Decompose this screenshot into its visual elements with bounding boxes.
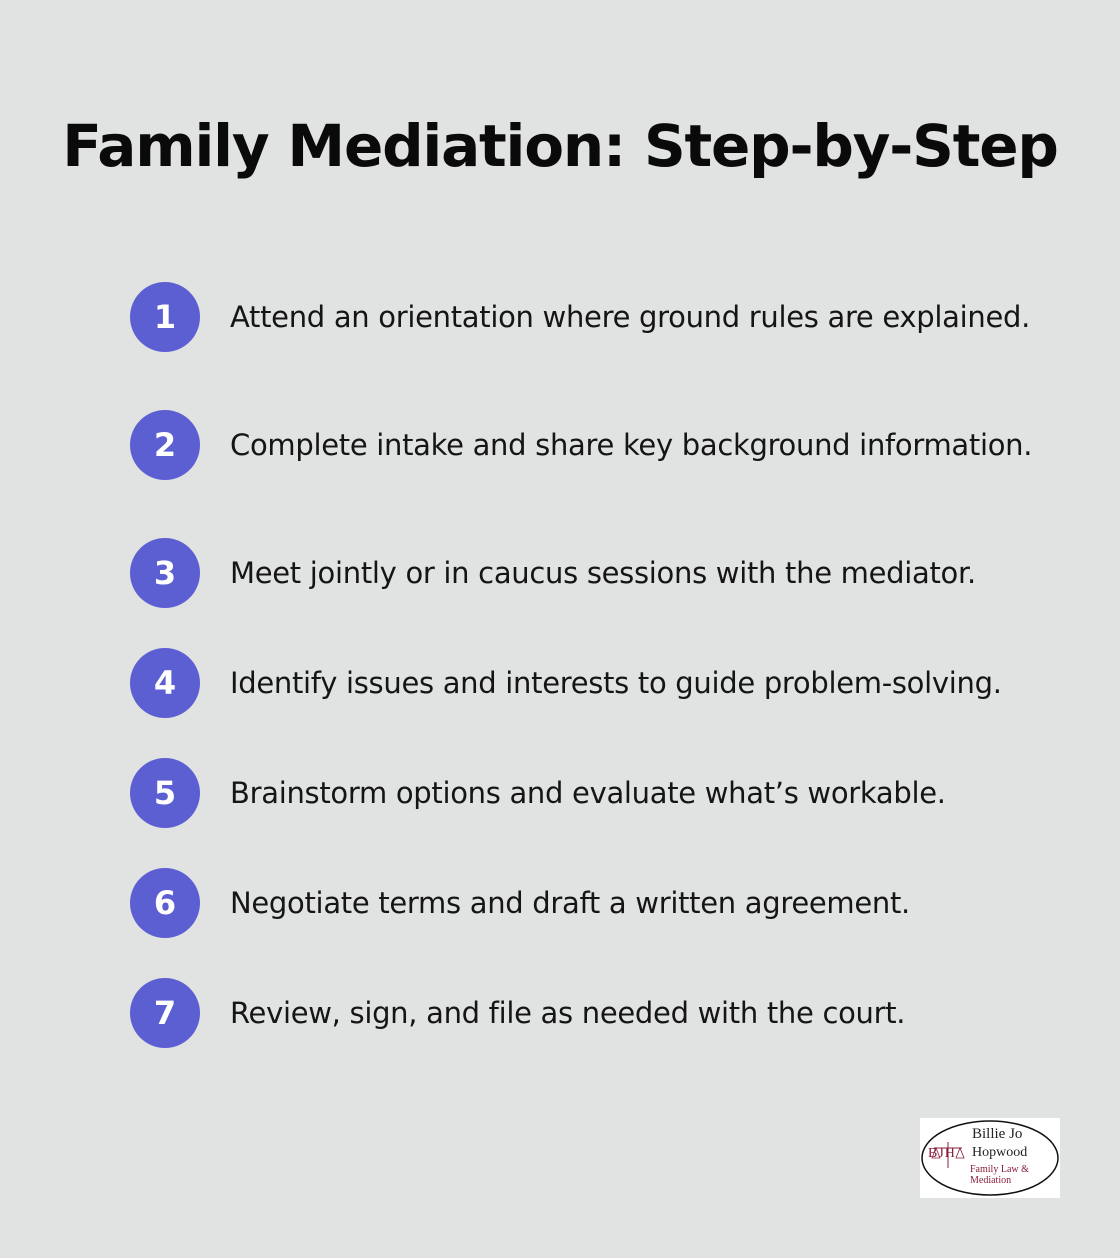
step-item-3 xyxy=(130,538,1090,608)
step-number-badge: 2 xyxy=(130,410,200,480)
logo-name-first: Billie Jo xyxy=(972,1126,1023,1142)
logo-name-last: Hopwood xyxy=(972,1145,1028,1160)
firm-logo xyxy=(920,1118,1060,1198)
step-text: Negotiate terms and draft a written agreement. xyxy=(230,886,910,920)
step-text: Meet jointly or in caucus sessions with the mediator. xyxy=(230,556,976,590)
step-number-badge: 1 xyxy=(130,282,200,352)
step-number-badge: 4 xyxy=(130,648,200,718)
logo-tagline-2: Mediation xyxy=(970,1175,1012,1186)
step-number-badge: 5 xyxy=(130,758,200,828)
step-number-badge: 6 xyxy=(130,868,200,938)
step-text: Attend an orientation where ground rules are explained. xyxy=(230,300,1031,334)
step-number-badge: 3 xyxy=(130,538,200,608)
step-item-6 xyxy=(130,868,1090,938)
step-text: Identify issues and interests to guide problem-solving. xyxy=(230,666,1002,700)
page-title: Family Mediation: Step-by-Step xyxy=(62,112,1058,180)
step-text: Brainstorm options and evaluate what’s workable. xyxy=(230,776,946,810)
step-item-4 xyxy=(130,648,1090,718)
step-item-7 xyxy=(130,978,1090,1048)
step-text: Complete intake and share key background information. xyxy=(230,428,1033,462)
step-item-5 xyxy=(130,758,1090,828)
logo-tagline-1: Family Law & xyxy=(970,1164,1029,1175)
step-item-1 xyxy=(130,282,1090,352)
step-item-2 xyxy=(130,410,1090,480)
step-number-badge: 7 xyxy=(130,978,200,1048)
logo-monogram: BJH xyxy=(928,1146,956,1161)
step-text: Review, sign, and file as needed with the court. xyxy=(230,996,906,1030)
